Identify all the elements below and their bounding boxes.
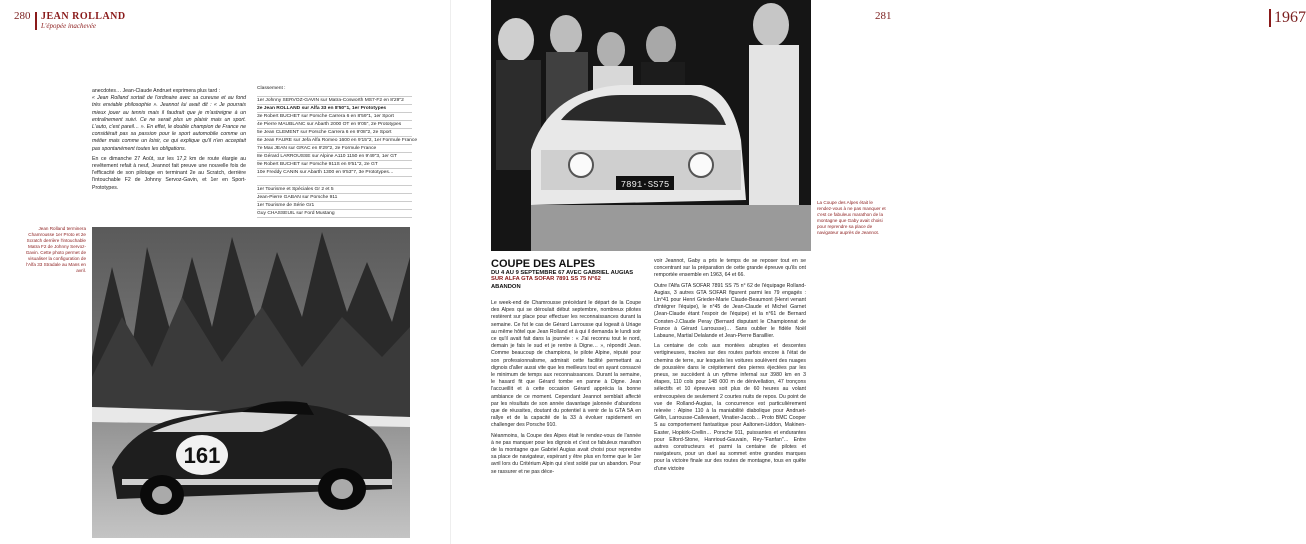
category-row: 1er Tourisme et Spéciales Gr 2 et 5 [257, 186, 412, 194]
car-number: 161 [183, 443, 221, 468]
plate-number: 7891·SS75 [620, 180, 670, 190]
coupe-column-2 [654, 258, 806, 473]
categories-list [257, 185, 412, 218]
page-number-right: 281 [875, 10, 892, 22]
classement-row: 3e Robert BUCHET sur Porsche Carrera 6 en 8'59"1, 1er Sport [257, 113, 412, 121]
coupe-heading [491, 258, 641, 290]
coupe-column-1 [491, 300, 641, 476]
classement-label: Classement : [257, 86, 286, 91]
classement-list [257, 96, 418, 177]
coupe-car: SUR ALFA GTA SOFAR 7891 SS 75 N°62 [491, 276, 601, 282]
coupe-title: COUPE DES ALPES [491, 258, 596, 270]
coupe-paragraph: La centaine de cols aux montées abruptes et descentes vertigineuses, tracées sur des routes parfois encore à l'état de chemins de terre, sur lesquels les voitures soulèvent des nuages de poussière dans le crépitement des pierres éjectées par les pneus, se succèdent à un rythme infernal sur 3980 km en 3 étapes, 110 cols pour 148 000 m de dénivellation, 47 tronçons sélectifs et 10 épreuves soit plus de 60 heures au volant entrecoupées de seulement 2 courtes nuits de repos. Du point de vue de Rolland-Augias, la concurrence est particulièrement relevée : Alpine 110 à la maniabilité diabolique pour Andruet-Gélin, Larrousse-Callewaert, Vinatier-Jacob… Proto BMC Cooper S au comportement fantastique pour Aaltonen-Liddon, Makinen-Easter, Hopkirk-Crellin… Porsche 911, puissantes et endurantes pour Elford-Stone, Hanrioud-Gauvain, Rey-"Fanfan"… Entre autres constructeurs et parmi la centaine de pilotes et navigateurs, pour un duel au sommet entre grandes marques pour la victoire finale sur des routes de montagne, tous en quête d'une victoire [654, 343, 806, 472]
category-row: 1er Tourisme de Série Gr1 [257, 202, 412, 210]
intro-paragraph: anecdotes… Jean-Claude Andruet exprimera plus tard : [92, 88, 221, 94]
header-title: JEAN ROLLAND [41, 11, 126, 22]
coupe-photo-illustration [491, 0, 811, 251]
running-header [35, 12, 126, 30]
coupe-status: ABANDON [491, 284, 521, 290]
classement-row: 1er Johnny SERVOZ-GAVIN sur Matra-Cosworth MS7-F2 en 8'29"2 [257, 97, 412, 105]
classement-row: 8e Gérard LARROUSSE sur Alpine A110 1150 en 9'49"3, 1er GT [257, 153, 412, 161]
category-row: Jean-Pierre GABAN sur Porsche 911 [257, 194, 412, 202]
left-page [0, 0, 450, 544]
year-marker: 1967 [1269, 9, 1306, 27]
coupe-des-alpes-photo [491, 0, 811, 251]
intro-paragraph: « Jean Rolland sortait de l'ordinaire avec sa cureuse et au fond très enviable philosophie ». Jeannot lui avait dit : « Je pourrais mieux jouer au tennis mais il faudrait que je m'astreigne à un entraînement suivi. Ce ne serait plus un plaisir mais un sport. L'auto, c'est pareil… ». En effet, le double champion de France ne considérait pas sa passion pour le sport automobile comme un métier mais comme un loisir, ce qui explique qu'il n'en acceptait pas spontanément toutes les obligations. [92, 95, 246, 152]
classement-row: 7e Max JEAN sur GRAC en 9'29"2, 2e Formule France [257, 145, 412, 153]
coupe-paragraph: Néanmoins, la Coupe des Alpes était le rendez-vous de l'année à ne pas manquer pour les dignois et c'est ce fabuleux marathon de la montagne que Gabriel Augias avait choisi pour reprendre sa place de navigateur, espérant y être plus en forme que le 1er avril lors du Critérium Alpin qui s'est soldé par un abandon. Pour se rassurer et ne pas déce- [491, 432, 641, 475]
classement-row: 9e Robert BUCHET sur Porsche 911S en 9'51"2, 2e GT [257, 161, 412, 169]
photo-caption-right: La Coupe des Alpes était le rendez-vous à ne pas manquer et c'est ce fabuleux marathon de la montagne que Gaby avait choisi pour reprendre sa place de navigateur auprès de Jeannot. [817, 200, 886, 235]
intro-paragraph: En ce dimanche 27 Août, sur les 17,2 km de route élargie au revêtement refait à neuf, Jeannot fait preuve une nouvelle fois de l'efficacité de son pilotage en terminant 2e au Scratch, derrière l'intouchable F2 de Johnny Servoz-Gavin, et 1er en Sport-Prototypes. [92, 155, 246, 191]
classement-row: 5e Jean CLEMENT sur Porsche Carrera 6 en 9'08"2, 2e Sport [257, 129, 412, 137]
coupe-dates: DU 4 AU 9 SEPTEMBRE 67 AVEC GABRIEL AUGIAS [491, 270, 634, 276]
right-page [450, 0, 1306, 544]
classement-box [257, 85, 418, 218]
intro-column [92, 88, 246, 192]
coupe-paragraph: Outre l'Alfa GTA SOFAR 7891 SS 75 n° 62 de l'équipage Rolland-Augias, 3 autres GTA SOFAR figurent parmi les 79 engagés : Lin°41 pour Henri Grieder-Marie Claude-Beaumont (Henri venant d'intégrer l'équipe), le n°45 de Jean-Claude et Michel Garnet (Jean-Claude étant l'espoir de l'équipe) et la n°61 de Bernard Consten-J.Claude Peray (Bernard disputant le Championnat de France à Gérard Larrousse)… Sans oublier le fidèle Noël Labaune, Martial Delalande et Jean-Pierre Baraillier. [654, 282, 806, 340]
coupe-paragraph: voir Jeannot, Gaby a pris le temps de se reposer tout en se concentrant sur la préparation de cette grande épreuve qu'ils ont remportée ensemble en 1963, 64 et 66. [654, 258, 806, 279]
category-row: Guy CHASSEUIL sur Ford Mustang [257, 210, 412, 218]
coupe-paragraph: Le week-end de Chamrousse précédant le départ de la Coupe des Alpes qui se déroulait début septembre, nombreux pilotes restèrent sur place pour effectuer les reconnaissances durant la semaine. Ce fut le cas de Gérard Larrousse qui logeait à Uriage au même hôtel que Jean Rolland et à qui il demanda le lundi soir ce qu'il avait fait dans la journée : « J'ai reconnu tout le nord, demain je fais le sud et je rentre à Digne… », répondit Jean. Comme beaucoup de champions, le pilote Alpine, réputé pour son professionnalisme, admirait cette facilité permettant au dignois d'aller aussi vite que les meilleurs tout en ayant consacré le minimum de temps aux reconnaissances. Durant la semaine, le hasard fit que Gérard tombe en panne à Digne. Jean l'accueillit et à cette occasion Gérard apprécia la bonne ambiance de ce moment. Cependant Jeannot semblait affecté par les résultats de son année davantage jalonnée d'abandons que de réussites, doutant du potentiel à venir de la GTA 5A en rallye et de la capacité de la 33 à évoluer rapidement en challenger des Porsche 910. [491, 300, 641, 429]
classement-row: 2e Jean ROLLAND sur Alfa 33 en 8'50"1, 1er Prototypes [257, 105, 412, 113]
photo-caption-left: Jean Rolland terminera Chamrousse 1er Proto et 2e Scratch derrière l'intouchable Matra F2 de Johnny Servoz-Gavin. Cette photo permet de visualiser la configuration de l'Alfa 33 Stradale au Mans en avril. [25, 226, 86, 273]
race-car-photo-illustration [92, 227, 410, 538]
classement-row: 6e Jean FAURE sur Jefa Alfa Romeo 1600 en 9'15"2, 1er Formule France [257, 138, 418, 143]
classement-row: 10e Freddy CANIN sur Abarth 1300 en 9'53"7, 3e Prototypes… [257, 169, 412, 177]
header-subtitle: L'épopée inachevée [41, 22, 96, 30]
race-car-photo [92, 227, 410, 538]
page-number-left: 280 [14, 10, 31, 22]
classement-row: 4e Pierre MAUBLANC sur Abarth 2000 OT en 9'05", 2e Prototypes [257, 121, 412, 129]
